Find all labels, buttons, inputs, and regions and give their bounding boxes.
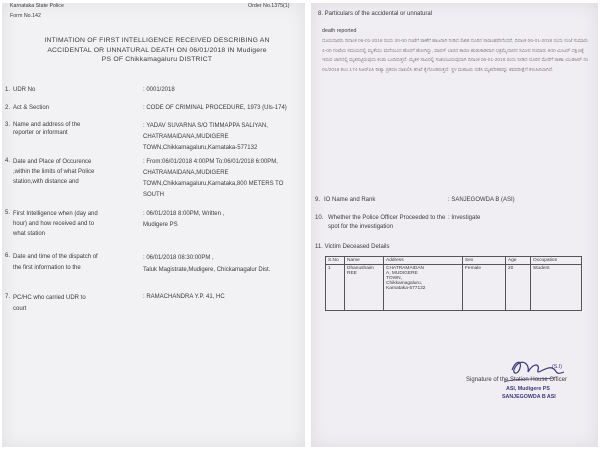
row-number: 6. bbox=[5, 253, 11, 259]
row-number: 10. bbox=[315, 215, 324, 221]
field-value: : YADAV SUVARNA S/O TIMMAPPA SALIYAN, CHATRAMAIDANA,MUDIGERE TOWN,Chikkamagaluru,Karnataka-577132 bbox=[143, 123, 268, 151]
table-cell: CHATRAMAIDAN A, MUDIGERE TOWN, Chikkamagaluru, Karnataka-577132 bbox=[384, 265, 463, 311]
field-label: Act & Section bbox=[13, 105, 50, 111]
table-row bbox=[326, 265, 582, 311]
signature-label: Signature of the Station House Officer bbox=[466, 377, 567, 383]
form-number: Form No.142 bbox=[10, 13, 41, 19]
col-header: Sex bbox=[463, 257, 506, 265]
table-cell: Student bbox=[531, 265, 582, 311]
row-number: 4. bbox=[5, 158, 11, 164]
table-header-row bbox=[326, 257, 582, 265]
row-number: 7. bbox=[5, 294, 11, 300]
col-header: S.No bbox=[326, 257, 345, 265]
form-title: INTIMATION OF FIRST INTELLIGENCE RECEIVED DESCRIBING AN ACCIDENTAL OR UNNATURAL DEATH ON 06/01/2018 IN Mudigere PS OF Chikkamagaluru DISTRICT bbox=[44, 37, 270, 63]
col-header: Name bbox=[345, 257, 384, 265]
table-cell: 1 bbox=[326, 265, 345, 311]
field-value: : RAMACHANDRA Y.P. 41, HC bbox=[143, 294, 225, 300]
field-label: Date and Place of Occurence ,within the limits of what Police station,with distance and bbox=[13, 159, 95, 185]
field-value: : From:06/01/2018 4:00PM To:06/01/2018 6:00PM, CHATRAMAIDANA,MUDIGERE TOWN,Chikkamagaluru,Karnataka,800 METERS TO SOUTH bbox=[143, 159, 284, 198]
row-number: 2. bbox=[5, 105, 11, 111]
section-8-label: 8. Particulars of the accidental or unnatural bbox=[318, 11, 433, 17]
field-label: Name and address of the reporter or informant bbox=[13, 122, 81, 136]
stamp-line: SANJEGOWDA B ASI bbox=[502, 394, 556, 400]
col-header: Age bbox=[506, 257, 531, 265]
section-11-label: 11. Victim Deceased Details bbox=[315, 244, 390, 250]
stamp-line: (S.I) bbox=[552, 364, 563, 370]
proceeded-value: : Investigate bbox=[448, 215, 481, 221]
row-number: 3. bbox=[5, 122, 11, 128]
col-header: Occupation bbox=[531, 257, 582, 265]
row-number: 1. bbox=[5, 87, 11, 93]
field-value: : 06/01/2018 8:00PM, Written , Mudigere PS bbox=[143, 211, 225, 228]
row-number: 9. bbox=[315, 197, 321, 203]
field-label: PC/HC who carried UDR to court bbox=[13, 295, 86, 312]
field-value: : 06/01/2018 08:30:00PM , Taluk Magistrate,Mudigere, Chickamagalur Dist. bbox=[143, 255, 271, 273]
col-header: Address bbox=[384, 257, 463, 265]
section-8-sublabel: death reported bbox=[322, 28, 357, 34]
table-cell: Dhanushaim REE bbox=[345, 265, 384, 311]
field-label: Date and time of the dispatch of the first information to the bbox=[13, 254, 98, 271]
table-cell: 20 bbox=[506, 265, 531, 311]
order-number: Order No.1375(1) bbox=[248, 3, 290, 9]
table-cell: Female bbox=[463, 265, 506, 311]
proceeded-label: Whether the Police Officer Proceeded to the spot for the investigation bbox=[328, 215, 446, 230]
io-name-label: IO Name and Rank bbox=[324, 197, 376, 203]
stamp-line: ASI, Mudigere PS bbox=[506, 386, 550, 392]
field-label: UDR No bbox=[13, 87, 36, 93]
field-value: : 0001/2018 bbox=[143, 87, 175, 93]
field-value: : CODE OF CRIMINAL PROCEDURE, 1973 (Uls-174) bbox=[143, 105, 287, 111]
row-number: 5. bbox=[5, 210, 11, 216]
header-agency: Karnataka State Police bbox=[10, 3, 64, 9]
io-name-value: : SANJEGOWDA B (ASI) bbox=[448, 197, 515, 203]
faded-narrative-text: ದೂರುದಾರರು ದಿನಾಂಕ 06-01-2018 ರಂದು 20-00 ಗಂಟೆಗೆ ಠಾಣೆಗೆ ಹಾಜರಾಗಿ ನೀಡಿದ ಲಿಖಿತ ದೂರಿನ ಸಾರಾಂಶವೇನೆಂದರೆ, ದಿನಾಂಕ 06-01-2018 ರಂದು ಸಂಜೆ ಸುಮಾರು 4-00 ಗಂಟೆಯ ಸಮಯದಲ್ಲಿ ಮೃತೆಯು ಮನೆಯಿಂದ ಹೊರಗೆ ಹೋಗಿದ್ದು, ವಾಪಸ್ ಬಾರದ ಕಾರಣ ಹುಡುಕಾಡಿದಾಗ ಛತ್ರಮೈದಾನದ ಸಮೀಪ ಸುಮಾರು 800 ಮೀಟರ್ ದಕ್ಷಿಣಕ್ಕೆ ಇರುವ ಜಾಗದಲ್ಲಿ ಮೃತಪಟ್ಟಿರುವುದು ಕಂಡು ಬಂದಿರುತ್ತದೆ. ಮೃತಳ ಸಾವಿನಲ್ಲಿ ಸಂಶಯವಿರುವುದಾಗಿ ದಿನಾಂಕ 06-01-2018 ರಂದು ನೀಡಿದ ದೂರಿನ ಮೇರೆಗೆ ಠಾಣಾ ಯುಡಿಆರ್ ನಂ 01/2018 ಕಲಂ 174 ಸಿಆರ್‌ಪಿಸಿ ರೀತ್ಯಾ ಪ್ರಕರಣ ದಾಖಲಿಸಿ ತನಿಖೆ ಕೈಗೊಂಡಿರುತ್ತದೆ. ಸ್ಥಳ ಮಹಜರು ನಡೆಸಿ ಮೃತದೇಹವನ್ನು ಶವಪರೀಕ್ಷೆಗೆ ಕಳುಹಿಸಲಾಗಿದೆ. bbox=[322, 39, 589, 73]
victim-details-table bbox=[325, 256, 582, 311]
field-label: First Intelligence when (day and hour) and how received and to what station bbox=[13, 211, 98, 237]
